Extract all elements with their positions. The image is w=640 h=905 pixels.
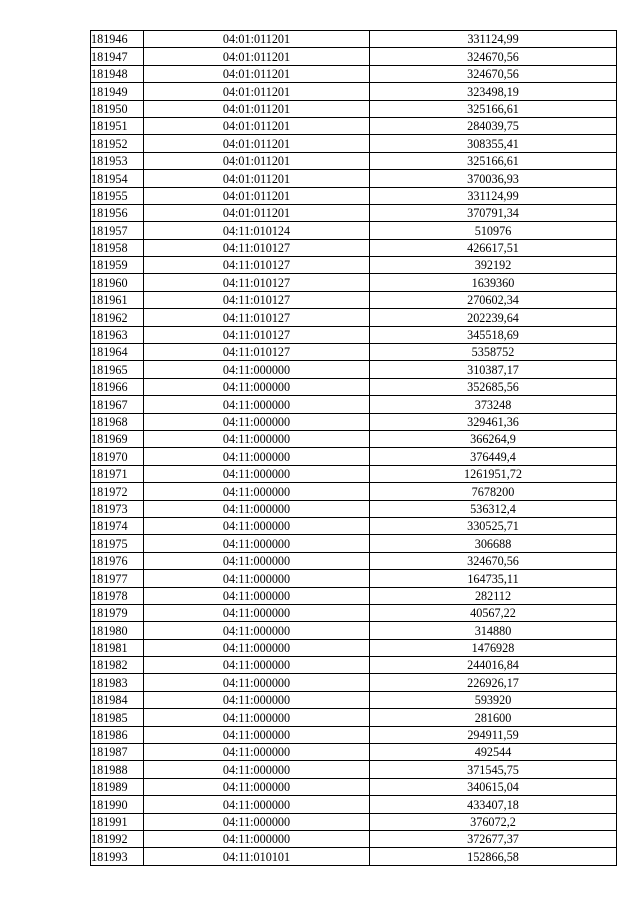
value-cell: 281600 (370, 709, 617, 726)
code-cell: 04:11:010127 (144, 291, 370, 308)
value-cell: 324670,56 (370, 65, 617, 82)
table-row (91, 570, 617, 587)
table-row (91, 552, 617, 569)
value-cell: 324670,56 (370, 552, 617, 569)
value-cell: 226926,17 (370, 674, 617, 691)
table-row (91, 639, 617, 656)
table-row (91, 222, 617, 239)
code-cell: 04:11:000000 (144, 361, 370, 378)
code-cell: 04:11:000000 (144, 691, 370, 708)
code-cell: 04:01:011201 (144, 100, 370, 117)
table-row (91, 483, 617, 500)
row-id-cell: 181990 (91, 796, 144, 813)
table-row (91, 709, 617, 726)
row-id-cell: 181993 (91, 848, 144, 865)
code-cell: 04:11:000000 (144, 448, 370, 465)
code-cell: 04:01:011201 (144, 31, 370, 48)
table-row (91, 257, 617, 274)
row-id-cell: 181966 (91, 378, 144, 395)
row-id-cell: 181972 (91, 483, 144, 500)
value-cell: 340615,04 (370, 778, 617, 795)
code-cell: 04:11:000000 (144, 517, 370, 534)
row-id-cell: 181951 (91, 117, 144, 134)
code-cell: 04:11:000000 (144, 483, 370, 500)
data-table (90, 30, 617, 866)
row-id-cell: 181983 (91, 674, 144, 691)
row-id-cell: 181977 (91, 570, 144, 587)
row-id-cell: 181981 (91, 639, 144, 656)
row-id-cell: 181954 (91, 170, 144, 187)
code-cell: 04:11:000000 (144, 604, 370, 621)
value-cell: 433407,18 (370, 796, 617, 813)
table-row (91, 396, 617, 413)
table-row (91, 48, 617, 65)
value-cell: 510976 (370, 222, 617, 239)
value-cell: 325166,61 (370, 100, 617, 117)
code-cell: 04:01:011201 (144, 204, 370, 221)
value-cell: 1476928 (370, 639, 617, 656)
table-row (91, 587, 617, 604)
value-cell: 7678200 (370, 483, 617, 500)
row-id-cell: 181964 (91, 344, 144, 361)
table-row (91, 604, 617, 621)
table-row (91, 430, 617, 447)
table-row (91, 65, 617, 82)
code-cell: 04:01:011201 (144, 48, 370, 65)
row-id-cell: 181958 (91, 239, 144, 256)
value-cell: 5358752 (370, 344, 617, 361)
code-cell: 04:11:010127 (144, 326, 370, 343)
code-cell: 04:01:011201 (144, 152, 370, 169)
code-cell: 04:01:011201 (144, 117, 370, 134)
table-row (91, 204, 617, 221)
row-id-cell: 181989 (91, 778, 144, 795)
table-body (91, 31, 617, 866)
code-cell: 04:01:011201 (144, 170, 370, 187)
code-cell: 04:01:011201 (144, 65, 370, 82)
value-cell: 371545,75 (370, 761, 617, 778)
value-cell: 352685,56 (370, 378, 617, 395)
value-cell: 366264,9 (370, 430, 617, 447)
code-cell: 04:11:000000 (144, 535, 370, 552)
value-cell: 536312,4 (370, 500, 617, 517)
value-cell: 282112 (370, 587, 617, 604)
value-cell: 330525,71 (370, 517, 617, 534)
table-row (91, 796, 617, 813)
row-id-cell: 181948 (91, 65, 144, 82)
code-cell: 04:11:000000 (144, 674, 370, 691)
value-cell: 310387,17 (370, 361, 617, 378)
value-cell: 331124,99 (370, 187, 617, 204)
table-row (91, 761, 617, 778)
row-id-cell: 181970 (91, 448, 144, 465)
value-cell: 325166,61 (370, 152, 617, 169)
row-id-cell: 181962 (91, 309, 144, 326)
code-cell: 04:11:000000 (144, 761, 370, 778)
table-row (91, 448, 617, 465)
code-cell: 04:11:010127 (144, 239, 370, 256)
value-cell: 164735,11 (370, 570, 617, 587)
value-cell: 323498,19 (370, 83, 617, 100)
table-row (91, 413, 617, 430)
row-id-cell: 181978 (91, 587, 144, 604)
code-cell: 04:01:011201 (144, 135, 370, 152)
row-id-cell: 181953 (91, 152, 144, 169)
code-cell: 04:11:000000 (144, 657, 370, 674)
table-row (91, 117, 617, 134)
table-row (91, 517, 617, 534)
row-id-cell: 181952 (91, 135, 144, 152)
row-id-cell: 181973 (91, 500, 144, 517)
code-cell: 04:11:000000 (144, 552, 370, 569)
code-cell: 04:11:000000 (144, 430, 370, 447)
table-row (91, 239, 617, 256)
row-id-cell: 181965 (91, 361, 144, 378)
code-cell: 04:11:010101 (144, 848, 370, 865)
row-id-cell: 181947 (91, 48, 144, 65)
code-cell: 04:01:011201 (144, 187, 370, 204)
row-id-cell: 181949 (91, 83, 144, 100)
value-cell: 376072,2 (370, 813, 617, 830)
code-cell: 04:11:010127 (144, 274, 370, 291)
value-cell: 373248 (370, 396, 617, 413)
code-cell: 04:11:000000 (144, 500, 370, 517)
table-row (91, 83, 617, 100)
row-id-cell: 181979 (91, 604, 144, 621)
row-id-cell: 181961 (91, 291, 144, 308)
table-row (91, 744, 617, 761)
table-row (91, 691, 617, 708)
table-row (91, 135, 617, 152)
table-row (91, 848, 617, 865)
table-row (91, 187, 617, 204)
value-cell: 345518,69 (370, 326, 617, 343)
value-cell: 306688 (370, 535, 617, 552)
code-cell: 04:11:010127 (144, 344, 370, 361)
table-row (91, 344, 617, 361)
row-id-cell: 181967 (91, 396, 144, 413)
value-cell: 308355,41 (370, 135, 617, 152)
value-cell: 284039,75 (370, 117, 617, 134)
row-id-cell: 181976 (91, 552, 144, 569)
row-id-cell: 181969 (91, 430, 144, 447)
row-id-cell: 181974 (91, 517, 144, 534)
code-cell: 04:11:000000 (144, 639, 370, 656)
table-row (91, 152, 617, 169)
row-id-cell: 181980 (91, 622, 144, 639)
row-id-cell: 181984 (91, 691, 144, 708)
value-cell: 492544 (370, 744, 617, 761)
table-row (91, 170, 617, 187)
row-id-cell: 181986 (91, 726, 144, 743)
value-cell: 324670,56 (370, 48, 617, 65)
row-id-cell: 181946 (91, 31, 144, 48)
table-row (91, 622, 617, 639)
code-cell: 04:11:000000 (144, 465, 370, 482)
row-id-cell: 181985 (91, 709, 144, 726)
row-id-cell: 181950 (91, 100, 144, 117)
code-cell: 04:11:000000 (144, 709, 370, 726)
row-id-cell: 181960 (91, 274, 144, 291)
table-row (91, 813, 617, 830)
value-cell: 270602,34 (370, 291, 617, 308)
row-id-cell: 181956 (91, 204, 144, 221)
row-id-cell: 181975 (91, 535, 144, 552)
code-cell: 04:01:011201 (144, 83, 370, 100)
code-cell: 04:11:010127 (144, 257, 370, 274)
table-row (91, 465, 617, 482)
value-cell: 370791,34 (370, 204, 617, 221)
value-cell: 314880 (370, 622, 617, 639)
row-id-cell: 181968 (91, 413, 144, 430)
code-cell: 04:11:000000 (144, 813, 370, 830)
table-row (91, 778, 617, 795)
row-id-cell: 181971 (91, 465, 144, 482)
code-cell: 04:11:000000 (144, 744, 370, 761)
value-cell: 1639360 (370, 274, 617, 291)
code-cell: 04:11:000000 (144, 378, 370, 395)
table-row (91, 535, 617, 552)
code-cell: 04:11:000000 (144, 413, 370, 430)
table-row (91, 361, 617, 378)
code-cell: 04:11:000000 (144, 830, 370, 847)
table-row (91, 378, 617, 395)
value-cell: 244016,84 (370, 657, 617, 674)
row-id-cell: 181957 (91, 222, 144, 239)
row-id-cell: 181959 (91, 257, 144, 274)
table-row (91, 674, 617, 691)
row-id-cell: 181955 (91, 187, 144, 204)
code-cell: 04:11:010127 (144, 309, 370, 326)
code-cell: 04:11:000000 (144, 778, 370, 795)
value-cell: 152866,58 (370, 848, 617, 865)
row-id-cell: 181988 (91, 761, 144, 778)
value-cell: 329461,36 (370, 413, 617, 430)
table-row (91, 326, 617, 343)
table-row (91, 274, 617, 291)
row-id-cell: 181963 (91, 326, 144, 343)
value-cell: 376449,4 (370, 448, 617, 465)
table-row (91, 726, 617, 743)
table-row (91, 309, 617, 326)
table-row (91, 31, 617, 48)
value-cell: 372677,37 (370, 830, 617, 847)
code-cell: 04:11:000000 (144, 726, 370, 743)
code-cell: 04:11:000000 (144, 396, 370, 413)
code-cell: 04:11:000000 (144, 622, 370, 639)
value-cell: 426617,51 (370, 239, 617, 256)
value-cell: 370036,93 (370, 170, 617, 187)
row-id-cell: 181992 (91, 830, 144, 847)
row-id-cell: 181982 (91, 657, 144, 674)
table-row (91, 830, 617, 847)
table-row (91, 291, 617, 308)
table-row (91, 500, 617, 517)
value-cell: 392192 (370, 257, 617, 274)
code-cell: 04:11:010124 (144, 222, 370, 239)
value-cell: 1261951,72 (370, 465, 617, 482)
code-cell: 04:11:000000 (144, 587, 370, 604)
row-id-cell: 181987 (91, 744, 144, 761)
value-cell: 40567,22 (370, 604, 617, 621)
code-cell: 04:11:000000 (144, 570, 370, 587)
value-cell: 593920 (370, 691, 617, 708)
code-cell: 04:11:000000 (144, 796, 370, 813)
row-id-cell: 181991 (91, 813, 144, 830)
value-cell: 294911,59 (370, 726, 617, 743)
table-row (91, 657, 617, 674)
value-cell: 202239,64 (370, 309, 617, 326)
table-row (91, 100, 617, 117)
value-cell: 331124,99 (370, 31, 617, 48)
